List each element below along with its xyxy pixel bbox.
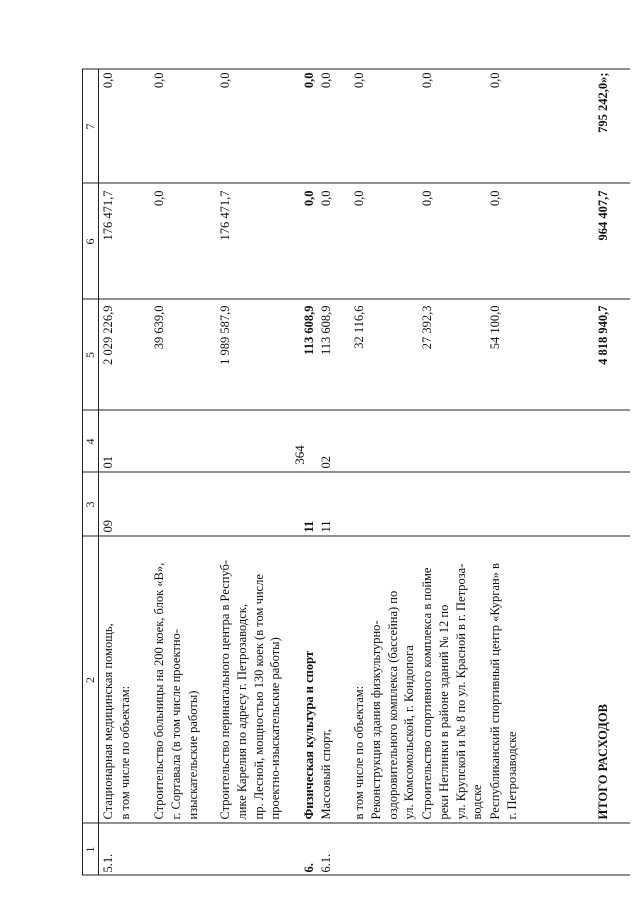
row-code: 6.1.	[319, 853, 333, 873]
row-col7-value: 0,0	[352, 72, 366, 89]
total-col5: 4 818 940,7	[596, 305, 610, 365]
row-col6-value: 0,0	[302, 190, 316, 207]
row-col5-value: 113 608,9	[302, 305, 316, 355]
row-col7-value: 0,0	[152, 72, 166, 89]
budget-table	[82, 69, 630, 876]
row-code: 5.1.	[101, 853, 115, 873]
column-header-1: 1	[83, 846, 97, 853]
row-name: Физическая культура и спорт	[302, 650, 316, 820]
column-header-6: 6	[83, 238, 97, 245]
column-divider	[82, 183, 630, 184]
row-subsection: 01	[101, 456, 115, 469]
row-col6-value: 0,0	[152, 190, 166, 207]
column-divider	[82, 823, 630, 824]
column-header-5: 5	[83, 352, 97, 358]
row-col5-value: 27 392,3	[420, 305, 434, 350]
table-border	[82, 875, 630, 876]
total-col7: 795 242,0»;	[596, 72, 610, 133]
row-col6-value: 0,0	[420, 190, 434, 207]
row-subsection: 02	[319, 456, 333, 469]
row-col5-value: 1 989 587,9	[218, 305, 232, 365]
row-name: Массовый спорт,	[319, 729, 333, 820]
row-col7-value: 0,0	[218, 72, 232, 89]
row-col5-value: 2 029 226,9	[101, 305, 115, 365]
row-col7-value: 0,0	[319, 72, 333, 89]
page-number: 364	[292, 445, 307, 465]
column-divider	[82, 299, 630, 300]
column-header-4: 4	[83, 438, 97, 445]
row-col6-value: 176 471,7	[101, 190, 115, 241]
row-col6-value: 0,0	[352, 190, 366, 207]
row-name: Республиканский спортивный центр «Курган» в г. Петрозаводске	[488, 563, 519, 820]
row-col5-value: 113 608,9	[319, 305, 333, 356]
total-label: ИТОГО РАСХОДОВ	[596, 704, 610, 820]
row-col6-value: 0,0	[488, 190, 502, 207]
total-col6: 964 407,7	[596, 190, 610, 241]
column-header-3: 3	[83, 501, 97, 508]
row-col5-value: 54 100,0	[488, 305, 502, 350]
row-col7-value: 0,0	[302, 72, 316, 89]
row-col7-value: 0,0	[488, 72, 502, 89]
row-col6-value: 0,0	[319, 190, 333, 207]
column-divider	[82, 536, 630, 537]
row-section: 09	[101, 520, 115, 533]
row-name: Строительство спортивного комплекса в пойме реки Неглинки в районе зданий № 12 по ул. Крупской и № 8 по ул. Красной в г. Петроза- водске	[420, 563, 485, 820]
row-name: Стационарная медицинская помощь, в том числе по объектам:	[101, 623, 132, 820]
column-divider	[82, 472, 630, 473]
row-section: 11	[302, 520, 316, 533]
row-col7-value: 0,0	[101, 72, 115, 89]
column-header-2: 2	[83, 677, 97, 683]
row-code: 6.	[302, 863, 316, 873]
column-header-7: 7	[83, 123, 97, 130]
row-name: Строительство больницы на 200 коек, блок «В», г. Сортавала (в том числе проектно- изыскательские работы)	[152, 562, 200, 820]
row-col5-value: 32 116,6	[352, 305, 366, 349]
row-col5-value: 39 639,0	[152, 305, 166, 350]
column-divider	[82, 410, 630, 411]
header-bottom-border	[98, 69, 99, 876]
row-name: Строительство перинатального центра в Респуб- лике Карелия по адресу г. Петрозаводск, пр. Лесной, мощностью 130 коек (в том числе проектно-изыскательские работы)	[218, 559, 283, 820]
row-col7-value: 0,0	[420, 72, 434, 89]
table-border	[82, 69, 630, 70]
row-col6-value: 176 471,7	[218, 190, 232, 241]
row-name: в том числе по объектам: Реконструкция здания физкультурно- оздоровительного комплекса (бассейна) по ул. Комсомольской, г. Кондопога	[352, 590, 417, 820]
row-section: 11	[319, 520, 333, 533]
